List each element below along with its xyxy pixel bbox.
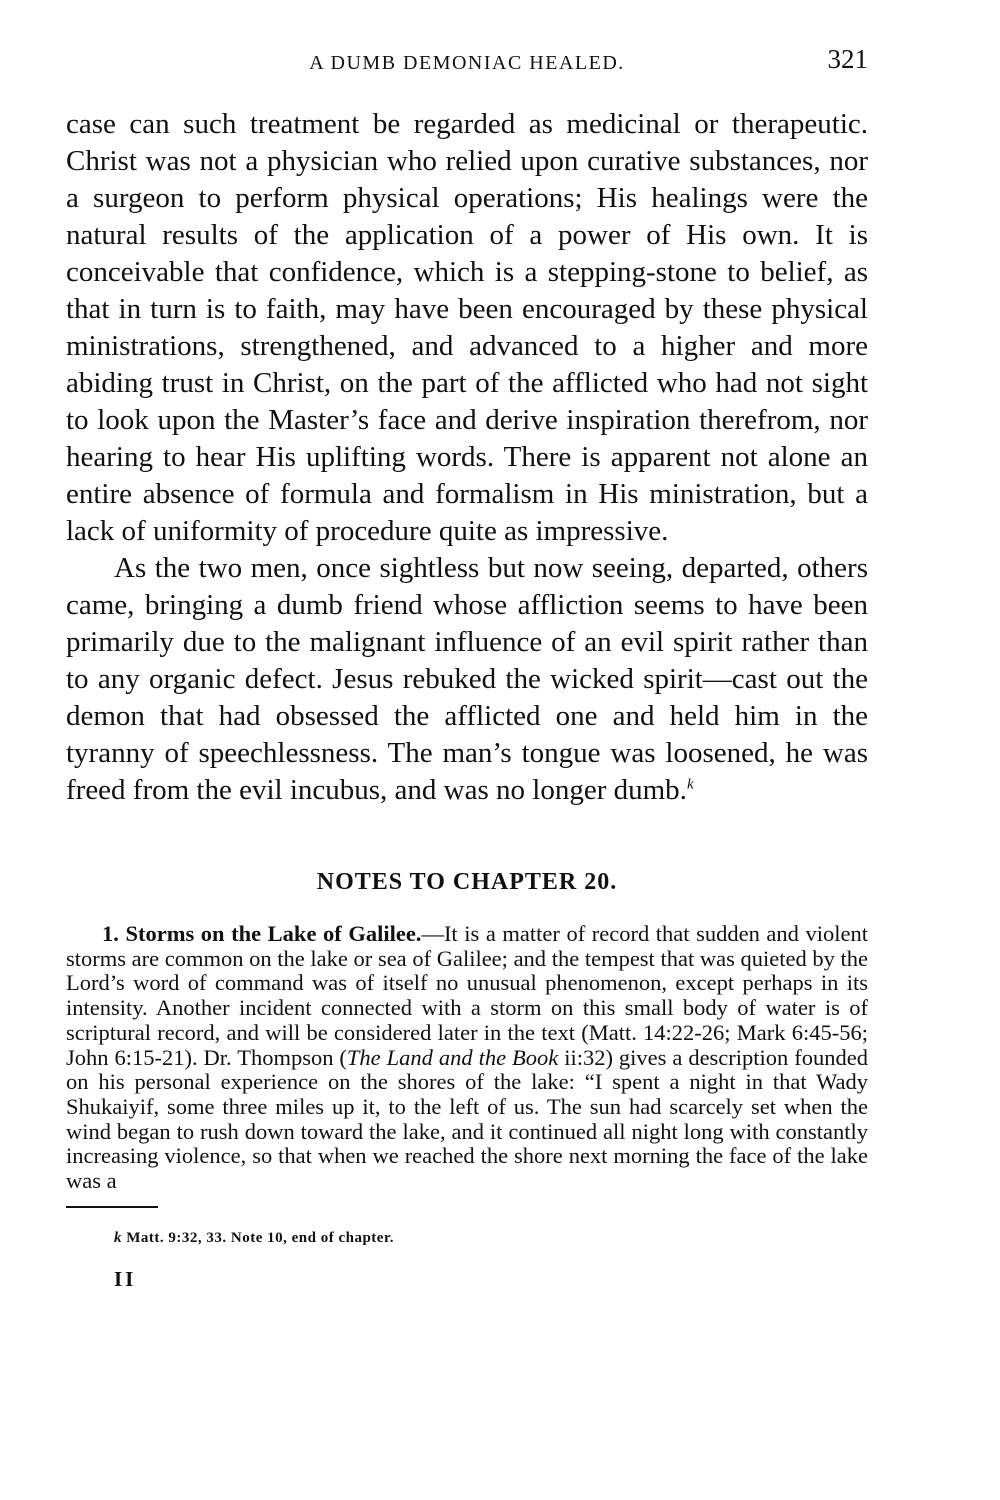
note-1-title: Storms on the Lake of Galilee. <box>125 921 422 946</box>
footnote <box>114 1230 868 1247</box>
note-1-text-part-2: ii:32) gives a description founded on his personal experience on the shores of the lake: “I spent a night in that Wady Shukaiyif, some three miles up it, to the left of us. The sun had scarcely set when the wind began to rush down toward the lake, and it continued all night long with constantly increasing violence, so that when we reached the shore next morning the face of the lake was a <box>66 1044 868 1194</box>
footnote-text: Matt. 9:32, 33. Note 10, end of chapter. <box>122 1229 394 1246</box>
running-head <box>66 44 868 84</box>
footnote-reference-mark: k <box>686 776 694 793</box>
note-1-citation-title: The Land and the Book <box>346 1044 559 1070</box>
page-number: 321 <box>827 44 868 74</box>
note-1 <box>66 922 868 1194</box>
notes-heading: NOTES TO CHAPTER 20. <box>316 869 618 895</box>
signature-mark: II <box>114 1266 137 1291</box>
footnote-mark: k <box>114 1229 122 1246</box>
note-1-text-part-1: —It is a matter of record that sudden and violent storms are common on the lake or sea of Galilee; and the tempest that was quieted by the Lord’s word of command was of itself no unusual phenomenon, except perhaps in its intensity. Another incident connected with a storm on this small body of water is of scriptural record, and will be considered later in the text (Matt. 14:22-26; Mark 6:45-56; John 6:15-21). Dr. Thompson ( <box>66 921 868 1070</box>
running-title: A DUMB DEMONIAC HEALED. <box>309 52 625 74</box>
body-paragraph-1: case can such treatment be regarded as medicinal or therapeutic. Christ was not a physician who relied upon curative substances, nor a surgeon to perform physical operations; His healings were the natural results of the application of a power of His own. It is conceivable that confidence, which is a stepping-stone to belief, as that in turn is to faith, may have been encouraged by these physical ministrations, strengthened, and advanced to a higher and more abiding trust in Christ, on the part of the afflicted who had not sight to look upon the Master’s face and derive inspiration therefrom, nor hearing to hear His uplifting words. There is apparent not alone an entire absence of formula and formalism in His ministration, but a lack of uniformity of procedure quite as impressive. <box>66 108 868 547</box>
note-1-number: 1. <box>102 921 119 946</box>
body-paragraph-2-text: As the two men, once sightless but now seeing, departed, others came, bringing a dumb friend whose affliction seems to have been primarily due to the malignant influence of an evil spirit rather than to any organic defect. Jesus rebuked the wicked spirit—cast out the demon that had obsessed the afflicted one and held him in the tyranny of speechlessness. The man’s tongue was loosened, he was freed from the evil incubus, and was no longer dumb. <box>66 552 868 806</box>
body-paragraph-2 <box>66 550 868 809</box>
book-page <box>66 44 868 1484</box>
footnote-rule <box>66 1206 158 1208</box>
